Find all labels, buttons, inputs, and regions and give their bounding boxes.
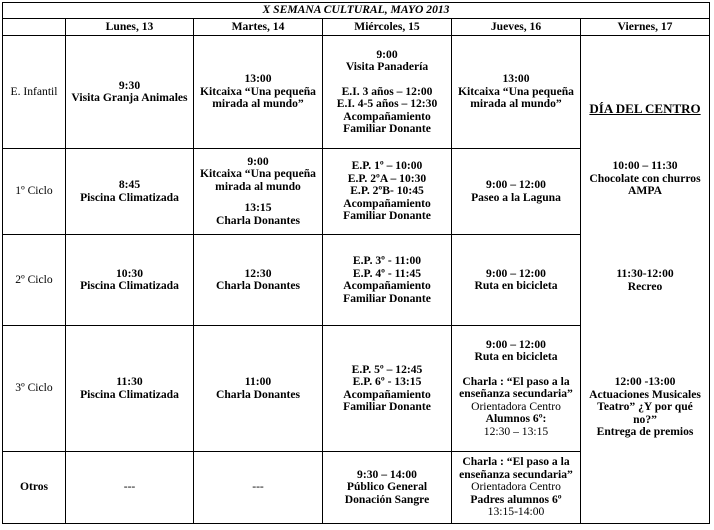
time-text: 13:00 [244, 72, 272, 86]
cell-ciclo1-lunes [66, 149, 194, 235]
activity-text: mirada al mundo” [470, 97, 562, 111]
activity-text: Chocolate con churros [589, 171, 701, 185]
row-label-ciclo2: 2º Ciclo [3, 235, 66, 326]
time-text: 13:15-14:00 [487, 505, 545, 519]
activity-text: enseñanza secundaria” [459, 387, 573, 401]
time-text: 9:30 [118, 78, 141, 92]
activity-text: Recreo [627, 279, 663, 293]
activity-text: Acompañamiento [343, 109, 431, 123]
cell-ciclo2-miercoles [323, 235, 452, 326]
audience-text: Padres alumnos 6º [470, 492, 562, 506]
cell-ciclo3-jueves [452, 326, 581, 452]
activity-text: Ruta en bicicleta [474, 279, 558, 292]
time-text: 11:00 [244, 375, 272, 388]
activity-text: Acompañamiento [343, 387, 431, 401]
cell-ciclo3-miercoles [323, 326, 452, 452]
activity-text: Charla Donantes [215, 387, 301, 401]
day-header-martes: Martes, 14 [194, 19, 323, 36]
row-label-otros: Otros [3, 452, 66, 524]
activity-text: Familiar Donante [343, 400, 431, 413]
activity-text: Acompañamiento [343, 279, 431, 292]
activity-text: Kitcaixa “Una pequeña [200, 84, 316, 98]
activity-text: mirada al mundo” [212, 97, 304, 111]
schedule-table [2, 2, 710, 524]
audience-text: Alumnos 6º: [485, 412, 547, 426]
activity-text: Charla : “El paso a la [462, 374, 570, 388]
group-time-text: E.P. 3º - 11:00 [352, 254, 422, 267]
time-text: 12:30 – 13:15 [483, 424, 549, 438]
activity-text: Familiar Donante [343, 291, 431, 305]
group-time-text: E.P. 4º - 11:45 [352, 266, 422, 280]
time-text: 11:30-12:00 [616, 267, 674, 280]
cell-ciclo2-jueves [452, 235, 581, 326]
time-text: 12:00 -13:00 [614, 375, 676, 388]
speaker-text: Orientadora Centro [471, 480, 561, 494]
activity-text: Paseo a la Laguna [471, 190, 561, 204]
cell-ciclo2-lunes [66, 235, 194, 326]
activity-text: Donación Sangre [344, 492, 430, 506]
cell-viernes-dia-del-centro [581, 36, 710, 524]
time-text: 11:30 [116, 375, 143, 388]
row-label-infantil: E. Infantil [3, 36, 66, 149]
cell-otros-martes: --- [194, 452, 323, 524]
time-text: 8:45 [118, 178, 141, 191]
cell-otros-miercoles [323, 452, 452, 524]
time-text: 10:00 – 11:30 [612, 159, 678, 172]
cell-infantil-miercoles [323, 36, 452, 149]
activity-text: Charla : “El paso a la [462, 455, 570, 469]
activity-text: AMPA [628, 184, 662, 197]
activity-text: Charla Donantes [215, 279, 301, 292]
activity-text: Charla Donantes [215, 213, 301, 227]
time-text: 13:15 [244, 201, 272, 215]
cell-ciclo2-martes [194, 235, 323, 326]
activity-text: mirada al mundo [215, 179, 301, 193]
cell-ciclo1-miercoles [323, 149, 452, 235]
activity-text: Kitcaixa “Una pequeña [200, 167, 316, 181]
time-text: 9:30 – 14:00 [357, 467, 417, 481]
dia-del-centro-heading: DÍA DEL CENTRO [589, 101, 701, 116]
day-header-lunes: Lunes, 13 [66, 19, 194, 36]
cell-otros-jueves [452, 452, 581, 524]
activity-text: no?” [633, 412, 657, 426]
time-text: 9:00 [376, 47, 398, 61]
time-text: 9:00 – 12:00 [486, 266, 546, 280]
group-time-text: E.P. 1º – 10:00 [351, 159, 423, 173]
activity-text: enseñanza secundaria” [459, 467, 573, 481]
group-time-text: E.P. 2ºB- 10:45 [350, 184, 424, 198]
table-title: X SEMANA CULTURAL, MAYO 2013 [3, 3, 710, 19]
speaker-text: Orientadora Centro [471, 399, 561, 413]
time-text: 9:00 – 12:00 [486, 178, 546, 191]
activity-text: Entrega de premios [596, 425, 694, 438]
group-time-text: E.P. 5º – 12:45 [351, 362, 423, 376]
time-text: 9:00 [247, 154, 269, 168]
group-time-text: E.P. 2ºA – 10:30 [347, 171, 427, 185]
activity-text: Familiar Donante [343, 122, 431, 135]
activity-text: Familiar Donante [343, 209, 431, 223]
day-header-miercoles: Miércoles, 15 [323, 19, 452, 36]
activity-text: Acompañamiento [343, 196, 431, 210]
time-text: 12:30 [244, 266, 272, 280]
cell-infantil-martes [194, 36, 323, 149]
activity-text: Público General [346, 480, 428, 494]
day-header-viernes: Viernes, 17 [581, 19, 710, 36]
time-text: 13:00 [502, 72, 530, 86]
activity-text: Ruta en bicicleta [474, 350, 558, 364]
activity-text: Teatro” ¿Y por qué [597, 400, 693, 413]
time-text: 9:00 – 12:00 [486, 337, 546, 351]
activity-text: Piscina Climatizada [80, 279, 179, 292]
activity-text: Visita Panadería [345, 60, 429, 73]
activity-text: Actuaciones Musicales [589, 387, 701, 401]
cell-otros-lunes: --- [66, 452, 194, 524]
row-label-ciclo3: 3º Ciclo [3, 326, 66, 452]
activity-text: Piscina Climatizada [80, 190, 179, 204]
cell-ciclo1-jueves [452, 149, 581, 235]
cell-ciclo3-lunes [66, 326, 194, 452]
cell-infantil-lunes [66, 36, 194, 149]
row-label-ciclo1: 1º Ciclo [3, 149, 66, 235]
corner-cell [3, 19, 66, 36]
cell-ciclo1-martes [194, 149, 323, 235]
cell-infantil-jueves [452, 36, 581, 149]
activity-text: Piscina Climatizada [80, 387, 179, 401]
activity-text: Visita Granja Animales [71, 91, 188, 104]
day-header-jueves: Jueves, 16 [452, 19, 581, 36]
group-time-text: E.P. 6º - 13:15 [352, 375, 422, 388]
group-time-text: E.I. 3 años – 12:00 [341, 84, 433, 98]
activity-text: Kitcaixa “Una pequeña [458, 84, 574, 98]
time-text: 10:30 [115, 266, 144, 280]
group-time-text: E.I. 4-5 años – 12:30 [336, 97, 438, 110]
cell-ciclo3-martes [194, 326, 323, 452]
